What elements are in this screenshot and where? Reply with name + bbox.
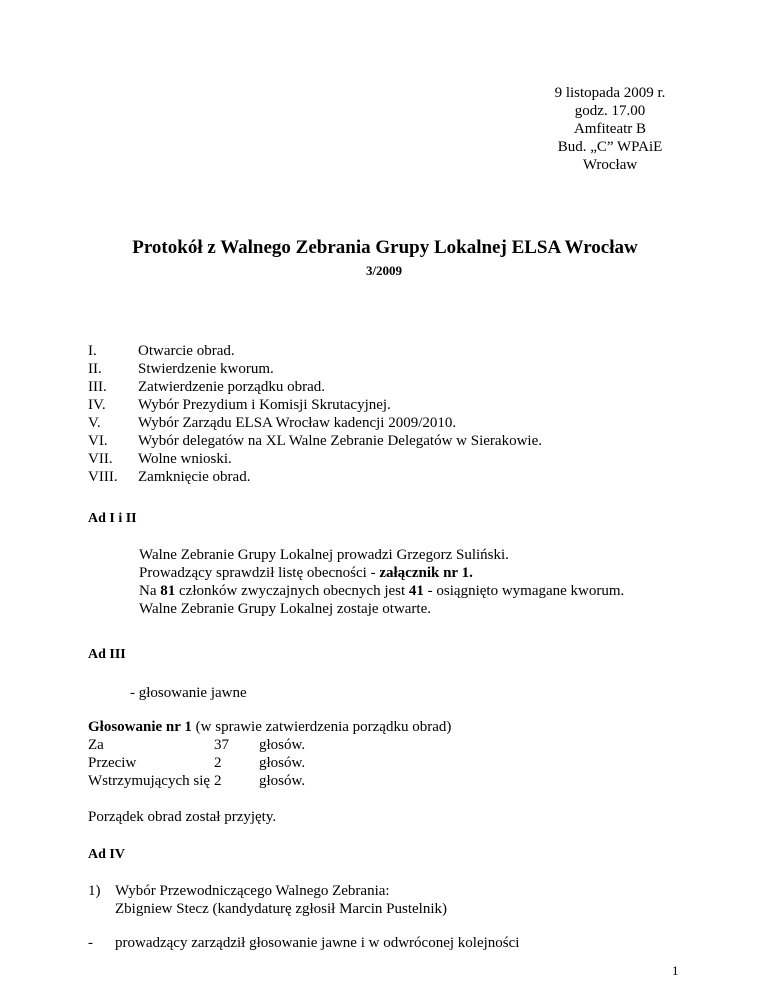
agenda-item bbox=[88, 450, 232, 468]
meeting-time: godz. 17.00 bbox=[574, 103, 646, 119]
bullet-dash: - bbox=[88, 935, 93, 951]
vote-unit: głosów. bbox=[259, 773, 306, 789]
vote-label: Wstrzymujących się bbox=[88, 773, 211, 789]
agenda-num: IV. bbox=[88, 397, 106, 413]
agenda-text: Zamknięcie obrad. bbox=[138, 469, 251, 485]
page-number: 1 bbox=[672, 963, 679, 978]
agenda-item bbox=[88, 360, 274, 378]
agenda-item bbox=[88, 396, 391, 414]
bullet-text: prowadzący zarządził głosowanie jawne i w odwróconej kolejności bbox=[115, 935, 520, 951]
item-number: 1) bbox=[88, 883, 101, 899]
quorum-text-c: członków zwyczajnych obecnych jest bbox=[175, 583, 409, 599]
vote-title bbox=[88, 718, 451, 736]
agenda-num: II. bbox=[88, 361, 102, 377]
agenda-num: III. bbox=[88, 379, 107, 395]
agenda-num: I. bbox=[88, 343, 97, 359]
vote-row bbox=[88, 772, 305, 790]
vote-mode: - głosowanie jawne bbox=[130, 685, 247, 701]
meeting-building: Bud. „C” WPAiE bbox=[557, 139, 663, 155]
item-line: Zbigniew Stecz (kandydaturę zgłosił Marcin Pustelnik) bbox=[115, 901, 447, 917]
vote-row bbox=[88, 754, 305, 772]
agenda-text: Otwarcie obrad. bbox=[138, 343, 235, 359]
agenda-text: Wybór Prezydium i Komisji Skrutacyjnej. bbox=[138, 397, 391, 413]
quorum-line bbox=[139, 582, 624, 600]
vote-count: 2 bbox=[214, 755, 222, 771]
attendance-line bbox=[139, 564, 473, 582]
attendance-text: Prowadzący sprawdził listę obecności - bbox=[139, 565, 380, 581]
vote-label: Przeciw bbox=[88, 755, 137, 771]
section-heading: Ad I i II bbox=[88, 511, 137, 526]
attachment-ref: załącznik nr 1. bbox=[379, 565, 473, 581]
chair-line: Walne Zebranie Grupy Lokalnej prowadzi Grzegorz Suliński. bbox=[139, 547, 509, 563]
quorum-text-a: Na bbox=[139, 583, 161, 599]
document-title: Protokół z Walnego Zebrania Grupy Lokalnej ELSA Wrocław bbox=[132, 237, 638, 258]
section-heading: Ad IV bbox=[88, 847, 125, 862]
agenda-text: Wybór delegatów na XL Walne Zebranie Delegatów w Sierakowie. bbox=[138, 433, 542, 449]
meeting-room: Amfiteatr B bbox=[573, 121, 647, 137]
agenda-text: Wybór Zarządu ELSA Wrocław kadencji 2009/2010. bbox=[138, 415, 457, 431]
agenda-num: VI. bbox=[88, 433, 108, 449]
agenda-item bbox=[88, 378, 325, 396]
vote-number: Głosowanie nr 1 bbox=[88, 719, 192, 735]
agenda-num: V. bbox=[88, 415, 101, 431]
agenda-num: VII. bbox=[88, 451, 113, 467]
quorum-text-e: - osiągnięto wymagane kworum. bbox=[423, 583, 625, 599]
meeting-date: 9 listopada 2009 r. bbox=[554, 85, 666, 101]
vote-row bbox=[88, 736, 305, 754]
agenda-num: VIII. bbox=[88, 469, 118, 485]
vote-label: Za bbox=[88, 737, 104, 753]
opening-line: Walne Zebranie Grupy Lokalnej zostaje otwarte. bbox=[139, 601, 432, 617]
vote-unit: głosów. bbox=[259, 755, 306, 771]
agenda-text: Wolne wnioski. bbox=[138, 451, 232, 467]
vote-unit: głosów. bbox=[259, 737, 306, 753]
agenda-item bbox=[88, 414, 456, 432]
agenda-item bbox=[88, 342, 235, 360]
agenda-text: Stwierdzenie kworum. bbox=[138, 361, 274, 377]
vote-result: Porządek obrad został przyjęty. bbox=[88, 809, 277, 825]
agenda-item bbox=[88, 432, 542, 450]
members-count: 81 bbox=[160, 583, 176, 599]
agenda-text: Zatwierdzenie porządku obrad. bbox=[138, 379, 325, 395]
document-number: 3/2009 bbox=[365, 263, 403, 278]
meeting-city: Wrocław bbox=[582, 157, 638, 173]
present-count: 41 bbox=[408, 583, 424, 599]
section-heading: Ad III bbox=[88, 647, 126, 662]
item-line: Wybór Przewodniczącego Walnego Zebrania: bbox=[115, 883, 390, 899]
vote-subject: (w sprawie zatwierdzenia porządku obrad) bbox=[191, 719, 452, 735]
header-info bbox=[520, 84, 700, 174]
vote-count: 2 bbox=[214, 773, 222, 789]
agenda-item bbox=[88, 468, 250, 486]
vote-count: 37 bbox=[214, 737, 229, 753]
